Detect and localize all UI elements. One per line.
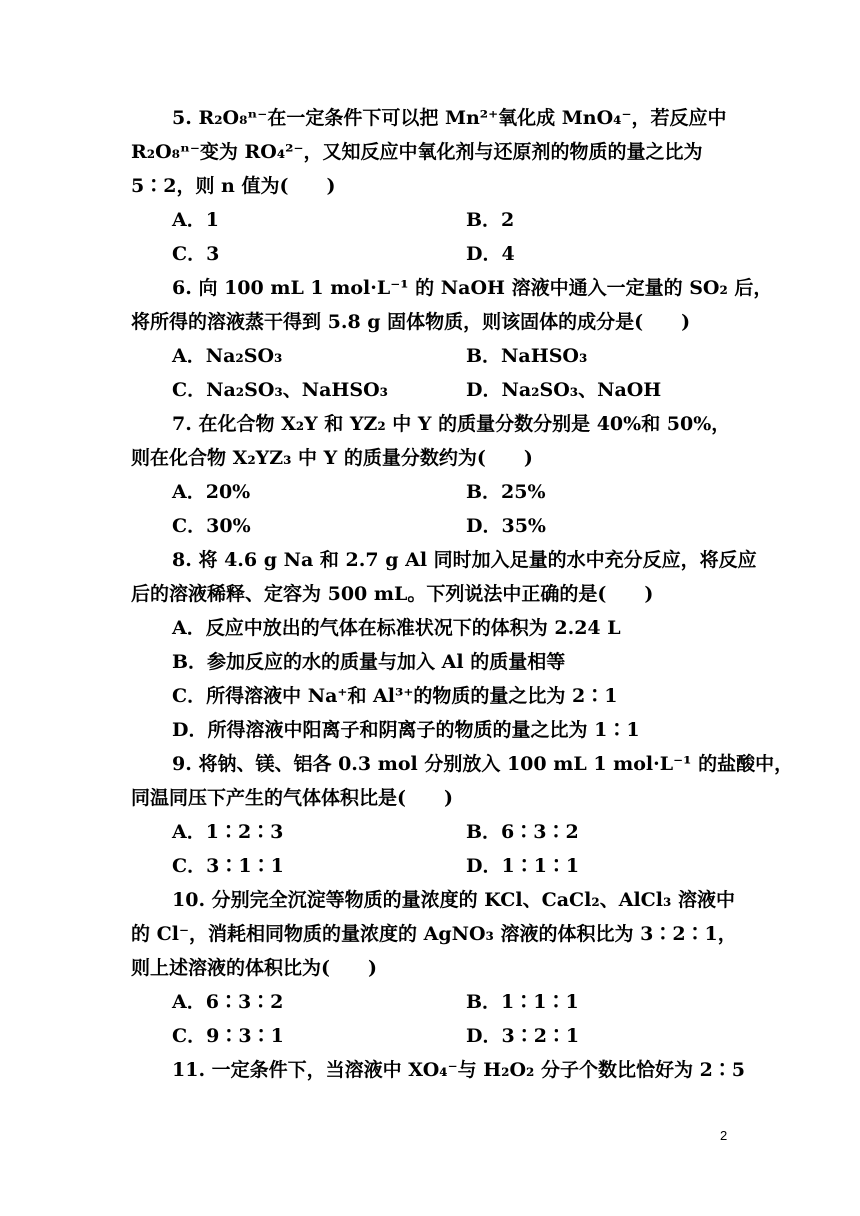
question-7-option-c: C．30% (172, 515, 251, 537)
question-9-option-a: A．1∶2∶3 (172, 821, 284, 843)
question-10-option-a: A．6∶3∶2 (172, 991, 284, 1013)
question-10-option-b: B．1∶1∶1 (466, 991, 579, 1013)
question-8-line-1: 8. 将 4.6 g Na 和 2.7 g Al 同时加入足量的水中充分反应，将反应 (172, 549, 757, 571)
question-7-option-a: A．20% (172, 481, 251, 503)
question-9-option-b: B．6∶3∶2 (466, 821, 579, 843)
question-6-option-a: A．Na₂SO₃ (172, 345, 283, 367)
question-10-option-c: C．9∶3∶1 (172, 1025, 284, 1047)
question-6-option-c: C．Na₂SO₃、NaHSO₃ (172, 379, 388, 401)
question-9-option-d: D．1∶1∶1 (466, 855, 580, 877)
question-10-option-d: D．3∶2∶1 (466, 1025, 580, 1047)
question-8-option-a: A．反应中放出的气体在标准状况下的体积为 2.24 L (172, 617, 621, 639)
question-5-option-a: A．1 (172, 209, 219, 231)
question-9-option-c: C．3∶1∶1 (172, 855, 284, 877)
question-9-line-1: 9. 将钠、镁、铝各 0.3 mol 分别放入 100 mL 1 mol·L⁻¹ 的盐酸中， (172, 753, 794, 775)
page-number: 2 (720, 1128, 728, 1143)
question-7-option-d: D．35% (466, 515, 546, 537)
question-6-option-d: D．Na₂SO₃、NaOH (466, 379, 662, 401)
question-5-option-c: C．3 (172, 243, 220, 265)
question-5-line-2: R₂O₈ⁿ⁻变为 RO₄²⁻，又知反应中氧化剂与还原剂的物质的量之比为 (131, 141, 703, 163)
question-5-option-d: D．4 (466, 243, 515, 265)
question-7-option-b: B．25% (466, 481, 546, 503)
question-6-line-1: 6. 向 100 mL 1 mol·L⁻¹ 的 NaOH 溶液中通入一定量的 SO₂ 后， (172, 277, 773, 299)
question-9-line-2: 同温同压下产生的气体体积比是( ) (131, 787, 453, 809)
question-11-line-1: 11. 一定条件下，当溶液中 XO₄⁻与 H₂O₂ 分子个数比恰好为 2∶5 (172, 1059, 746, 1081)
question-5-line-1: 5. R₂O₈ⁿ⁻在一定条件下可以把 Mn²⁺氧化成 MnO₄⁻，若反应中 (172, 107, 727, 129)
question-5-line-3: 5∶2，则 n 值为( ) (131, 175, 336, 197)
question-7-line-1: 7. 在化合物 X₂Y 和 YZ₂ 中 Y 的质量分数分别是 40%和 50%， (172, 413, 731, 435)
question-8-option-d: D．所得溶液中阳离子和阴离子的物质的量之比为 1∶1 (172, 719, 640, 741)
question-10-line-1: 10. 分别完全沉淀等物质的量浓度的 KCl、CaCl₂、AlCl₃ 溶液中 (172, 889, 735, 911)
question-6-option-b: B．NaHSO₃ (466, 345, 588, 367)
question-5-option-b: B．2 (466, 209, 515, 231)
question-8-option-c: C．所得溶液中 Na⁺和 Al³⁺的物质的量之比为 2∶1 (172, 685, 618, 707)
question-8-option-b: B．参加反应的水的质量与加入 Al 的质量相等 (172, 651, 566, 673)
question-6-line-2: 将所得的溶液蒸干得到 5.8 g 固体物质，则该固体的成分是( ) (131, 311, 691, 333)
question-10-line-3: 则上述溶液的体积比为( ) (131, 957, 377, 979)
question-8-line-2: 后的溶液稀释、定容为 500 mL。下列说法中正确的是( ) (131, 583, 654, 605)
question-10-line-2: 的 Cl⁻，消耗相同物质的量浓度的 AgNO₃ 溶液的体积比为 3∶2∶1， (131, 923, 737, 945)
question-7-line-2: 则在化合物 X₂YZ₃ 中 Y 的质量分数约为( ) (131, 447, 533, 469)
